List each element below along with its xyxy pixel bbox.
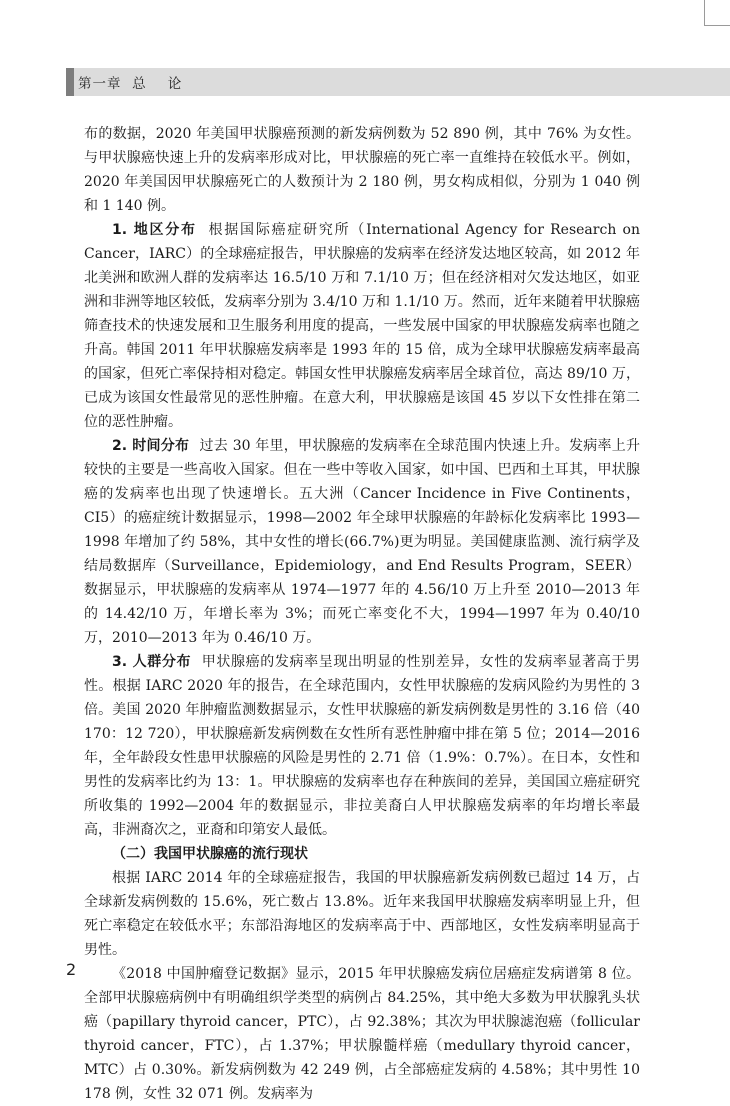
crop-corner-mark (704, 0, 730, 26)
section-heading-china-status: （二）我国甲状腺癌的流行现状 (112, 846, 308, 862)
text-regional-distribution: 根据国际癌症研究所（International Agency for Research on Cancer，IARC）的全球癌症报告，甲状腺癌的发病率在经济发达地区较高，如 2012 年北美洲和欧洲人群的发病率达 16.5/10 万和 7.1/10 万；但在经济相对欠发达地区，如亚洲和非洲等地区较低，发病率分别为 3.4/10 万和 1.1/10 万。然而，近年来随着甲状腺癌筛查技术的快速发展和卫生服务利用度的提高，一些发展中国家的甲状腺癌发病率也随之升高。韩国 2011 年甲状腺癌发病率是 1993 年的 15 倍，成为全球甲状腺癌发病率最高的国家，但死亡率保持相对稳定。韩国女性甲状腺癌发病率居全球首位，高达 89/10 万，已成为该国女性最常见的恶性肿瘤。在意大利，甲状腺癌是该国 45 岁以下女性排在第二位的恶性肿瘤。 (84, 222, 640, 430)
paragraph-china-registry-2018: 《2018 中国肿瘤登记数据》显示，2015 年甲状腺癌发病位居癌症发病谱第 8 位。全部甲状腺癌病例中有明确组织学类型的病例占 84.25%，其中绝大多数为甲状腺乳头状癌（papillary thyroid cancer，PTC），占 92.38%；其次为甲状腺滤泡癌（follicular thyroid cancer，FTC），占 1.37%；甲状腺髓样癌（medullary thyroid cancer，MTC）占 0.30%。新发病例数为 42 249 例，占全部癌症发病的 4.58%；其中男性 10 178 例，女性 32 071 例。发病率为 (84, 966, 640, 1102)
page-number: 2 (66, 960, 77, 979)
subheading-population-distribution: 3. 人群分布 (112, 654, 192, 670)
text-population-distribution: 甲状腺癌的发病率呈现出明显的性别差异，女性的发病率显著高于男性。根据 IARC 2020 年的报告，在全球范围内，女性甲状腺癌的发病风险约为男性的 3 倍。美国 2020 年肿瘤监测数据显示，女性甲状腺癌的新发病例数是男性的 3.16 倍（40 170：12 720），甲状腺癌新发病例数在女性所有恶性肿瘤中排在第 5 位；2014—2016 年，全年龄段女性患甲状腺癌的风险是男性的 2.71 倍（1.9%：0.7%）。在日本，女性和男性的发病率比约为 13：1。甲状腺癌的发病率也存在种族间的差异，美国国立癌症研究所收集的 1992—2004 年的数据显示，非拉美裔白人甲状腺癌发病率的年均增长率最高，非洲裔次之，亚裔和印第安人最低。 (84, 654, 641, 838)
chapter-header-bar (66, 68, 730, 96)
page-body (84, 122, 640, 1106)
header-accent-block (66, 68, 74, 96)
chapter-title: 第一章 总 论 (78, 76, 183, 92)
subheading-regional-distribution: 1. 地区分布 (112, 222, 197, 238)
paragraph-us-thyroid-stats: 布的数据，2020 年美国甲状腺癌预测的新发病例数为 52 890 例，其中 76% 为女性。与甲状腺癌快速上升的发病率形成对比，甲状腺癌的死亡率一直维持在较低水平。例如，2020 年美国因甲状腺癌死亡的人数预计为 2 180 例，男女构成相似，分别为 1 040 例和 1 140 例。 (84, 126, 640, 214)
paragraph-china-iarc-2014: 根据 IARC 2014 年的全球癌症报告，我国的甲状腺癌新发病例数已超过 14 万，占全球新发病例数的 15.6%，死亡数占 13.8%。近年来我国甲状腺癌发病率明显上升，但死亡率稳定在较低水平；东部沿海地区的发病率高于中、西部地区，女性发病率明显高于男性。 (84, 870, 640, 958)
section-time-distribution (84, 434, 640, 650)
section-regional-distribution (84, 218, 640, 434)
section-population-distribution (84, 650, 640, 842)
text-time-distribution: 过去 30 年里，甲状腺癌的发病率在全球范围内快速上升。发病率上升较快的主要是一些高收入国家。但在一些中等收入国家，如中国、巴西和土耳其，甲状腺癌的发病率也出现了快速增长。五大洲（Cancer Incidence in Five Continents，CI5）的癌症统计数据显示，1998—2002 年全球甲状腺癌的年龄标化发病率比 1993—1998 年增加了约 58%，其中女性的增长(66.7%)更为明显。美国健康监测、流行病学及结局数据库（Surveillance，Epidemiology，and End Results Program，SEER）数据显示，甲状腺癌的发病率从 1974—1977 年的 4.56/10 万上升至 2010—2013 年的 14.42/10 万，年增长率为 3%；而死亡率变化不大，1994—1997 年为 0.40/10 万，2010—2013 年为 0.46/10 万。 (84, 438, 640, 646)
subheading-time-distribution: 2. 时间分布 (112, 438, 190, 454)
